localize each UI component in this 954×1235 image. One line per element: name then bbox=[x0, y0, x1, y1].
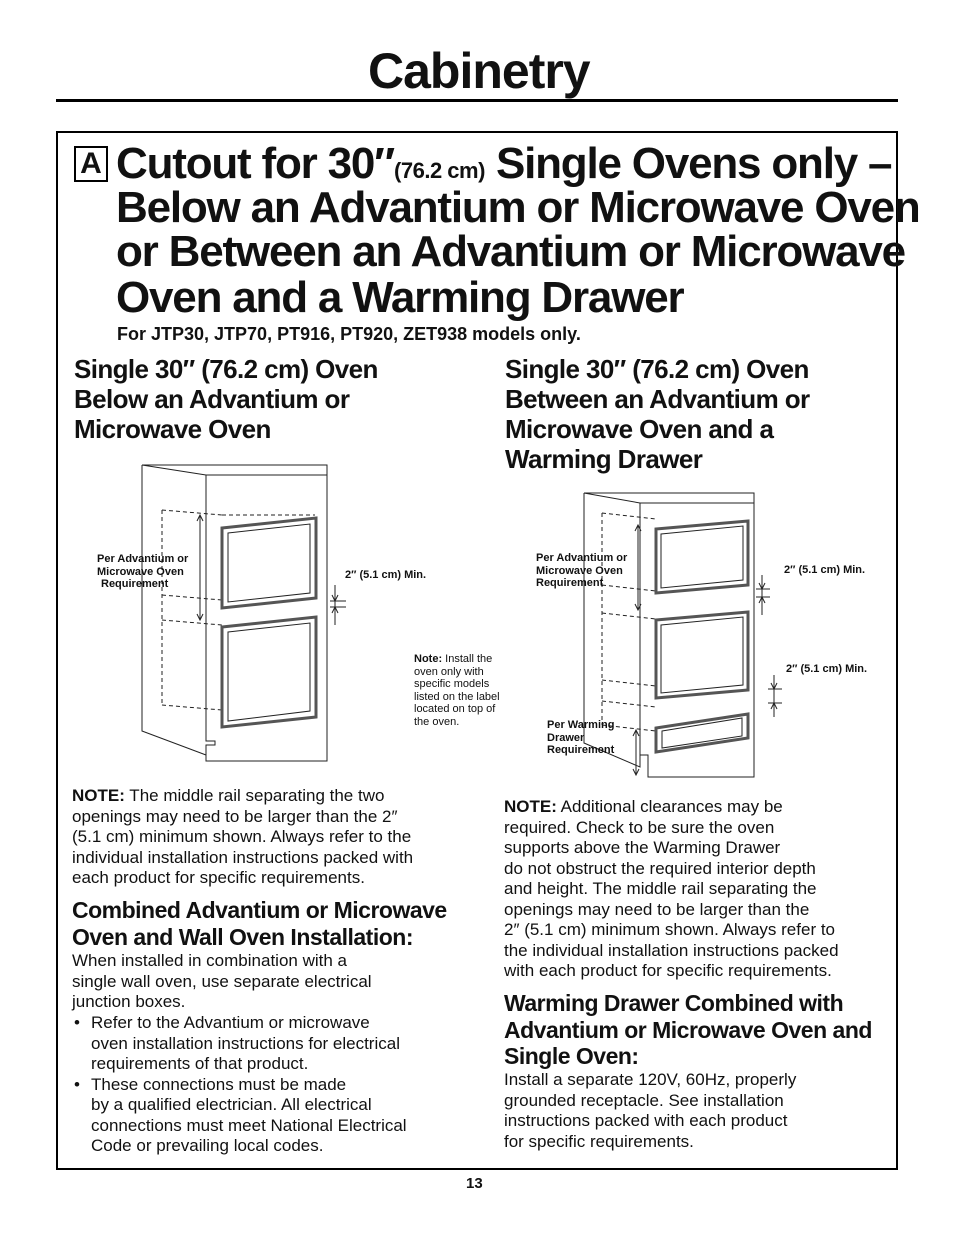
right-subhead-line: Between an Advantium or bbox=[505, 384, 810, 414]
models-note: For JTP30, JTP70, PT916, PT920, ZET938 models only. bbox=[117, 324, 581, 344]
left-subhead-line: Single 30″ (76.2 cm) Oven bbox=[74, 354, 378, 384]
label-line: Requirement bbox=[101, 578, 169, 590]
note-line: located on top of bbox=[414, 703, 496, 715]
body-line: When installed in combination with a bbox=[72, 951, 347, 970]
left-subhead bbox=[74, 354, 378, 444]
bullet-line: requirements of that product. bbox=[91, 1054, 309, 1073]
right-drawer-label bbox=[547, 719, 614, 757]
left-note bbox=[72, 786, 413, 889]
note-line: 2″ (5.1 cm) minimum shown. Always refer to bbox=[504, 920, 836, 939]
note-line: Install the bbox=[442, 653, 493, 665]
label-line: Microwave Oven bbox=[536, 564, 623, 577]
note-line: with each product for specific requirements. bbox=[504, 961, 832, 980]
right-subhead-line: Warming Drawer bbox=[505, 444, 703, 474]
headline-line-4: Oven and a Warming Drawer bbox=[116, 273, 684, 322]
page-title: Cabinetry bbox=[368, 43, 590, 99]
note-bold: Note: bbox=[414, 653, 443, 665]
bullet-icon: • bbox=[74, 1074, 80, 1094]
note-label: NOTE: bbox=[72, 786, 125, 805]
heading-line: Oven and Wall Oven Installation: bbox=[72, 923, 413, 950]
heading-line: Combined Advantium or Microwave bbox=[72, 897, 447, 923]
note-line: openings may need to be larger than the 2″ bbox=[72, 806, 398, 826]
bullet-line: by a qualified electrician. All electrical bbox=[91, 1095, 372, 1114]
bullet-line: oven installation instructions for electrical bbox=[91, 1033, 400, 1053]
note-line: each product for specific requirements. bbox=[72, 868, 365, 887]
body-line: grounded receptacle. See installation bbox=[504, 1090, 784, 1110]
bullet-line: connections must meet National Electrical bbox=[91, 1115, 407, 1135]
right-subhead-line: Microwave Oven and a bbox=[505, 414, 774, 444]
bullet-list bbox=[72, 1013, 407, 1157]
note-line: individual installation instructions packed with bbox=[72, 847, 414, 867]
headline-line-3: or Between an Advantium or Microwave bbox=[116, 227, 905, 276]
heading-line: Warming Drawer Combined with bbox=[504, 990, 844, 1016]
headline-line-2: Below an Advantium or Microwave Oven bbox=[116, 183, 920, 232]
label-line: Requirement bbox=[547, 744, 615, 756]
note-line: and height. The middle rail separating the bbox=[504, 879, 817, 898]
body-line: for specific requirements. bbox=[504, 1131, 694, 1151]
note-line: Additional clearances may be bbox=[556, 797, 783, 816]
right-min-label-mid: 2″ (5.1 cm) Min. bbox=[786, 663, 868, 675]
bullet-line: Refer to the Advantium or microwave bbox=[91, 1013, 370, 1032]
note-line: The middle rail separating the two bbox=[124, 786, 385, 805]
headline-size: Cutout for 30″ bbox=[116, 139, 395, 188]
note-line: specific models bbox=[414, 678, 490, 690]
note-label: NOTE: bbox=[504, 797, 557, 816]
left-min-label: 2″ (5.1 cm) Min. bbox=[345, 569, 427, 581]
body-line: junction boxes. bbox=[72, 992, 186, 1011]
section-letter: A bbox=[74, 146, 108, 182]
headline-metric: (76.2 cm) bbox=[394, 158, 485, 183]
note-line: openings may need to be larger than the bbox=[504, 899, 810, 919]
right-subhead bbox=[505, 354, 810, 474]
bullet-icon: • bbox=[74, 1013, 80, 1032]
combined-body bbox=[72, 951, 372, 1013]
note-line: oven only with bbox=[414, 665, 484, 678]
left-cabinet-diagram bbox=[90, 455, 460, 775]
heading-line: Advantium or Microwave Oven and bbox=[504, 1016, 872, 1043]
label-line: Per Warming bbox=[547, 719, 615, 731]
list-item bbox=[72, 1075, 407, 1157]
drawer-heading bbox=[504, 990, 872, 1070]
label-line: Per Advantium or bbox=[536, 552, 628, 564]
body-line: instructions packed with each product bbox=[504, 1111, 788, 1130]
label-line: Drawer bbox=[547, 731, 585, 744]
body-line: single wall oven, use separate electrical bbox=[72, 971, 372, 991]
right-subhead-line: Single 30″ (76.2 cm) Oven bbox=[505, 354, 809, 384]
bullet-line: Code or prevailing local codes. bbox=[91, 1136, 324, 1155]
note-line: the oven. bbox=[414, 715, 460, 728]
list-item bbox=[72, 1013, 407, 1075]
left-install-note bbox=[414, 653, 500, 728]
left-req-label bbox=[97, 553, 188, 591]
headline-topic: Single Ovens only – bbox=[495, 139, 892, 188]
note-line: the individual installation instructions packed bbox=[504, 940, 839, 960]
right-req-label bbox=[536, 552, 627, 590]
right-note bbox=[504, 797, 839, 982]
note-line: supports above the Warming Drawer bbox=[504, 838, 781, 857]
bullet-line: These connections must be made bbox=[91, 1074, 347, 1094]
heading-line: Single Oven: bbox=[504, 1043, 639, 1069]
label-line: Per Advantium or bbox=[97, 553, 189, 565]
label-line: Requirement bbox=[536, 577, 604, 589]
page-number: 13 bbox=[466, 1175, 483, 1192]
right-min-label-top: 2″ (5.1 cm) Min. bbox=[784, 564, 866, 576]
drawer-body bbox=[504, 1070, 796, 1152]
body-line: Install a separate 120V, 60Hz, properly bbox=[504, 1070, 797, 1089]
left-subhead-line: Microwave Oven bbox=[74, 414, 271, 444]
note-line: listed on the label bbox=[414, 690, 500, 703]
left-subhead-line: Below an Advantium or bbox=[74, 384, 350, 414]
note-line: do not obstruct the required interior depth bbox=[504, 858, 816, 878]
title-divider bbox=[56, 99, 898, 102]
note-line: required. Check to be sure the oven bbox=[504, 817, 775, 837]
combined-heading bbox=[72, 897, 447, 950]
label-line: Microwave Oven bbox=[97, 565, 184, 578]
note-line: (5.1 cm) minimum shown. Always refer to the bbox=[72, 827, 412, 846]
